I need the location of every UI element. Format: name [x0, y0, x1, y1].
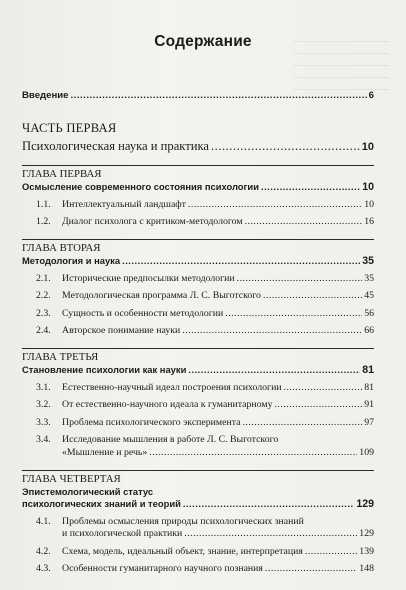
- section-title: Авторское понимание науки: [62, 325, 181, 337]
- toc-entry-part-1[interactable]: [22, 139, 374, 154]
- chapter-page: 35: [362, 255, 374, 268]
- section-title: Естественно-научный идеал построения психологии: [62, 381, 282, 393]
- toc-entry-section-1-1[interactable]: [22, 199, 374, 211]
- toc-entry-chapter-4[interactable]: [22, 486, 374, 511]
- section-page: 109: [359, 446, 374, 458]
- toc-entry-chapter-3[interactable]: [22, 364, 374, 377]
- section-page: 10: [364, 198, 374, 210]
- section-page: 91: [364, 399, 374, 411]
- section-title: Методологическая программа Л. С. Выготского: [62, 290, 261, 302]
- section-title: Диалог психолога с критиком-методологом: [62, 215, 243, 227]
- chapter-title: Осмысление современного состояния психологии: [22, 181, 259, 192]
- toc-entry-chapter-1[interactable]: [22, 181, 374, 194]
- chapter-1: [22, 165, 374, 228]
- section-title: Интеллектуальный ландшафт: [62, 198, 186, 210]
- section-page: 56: [364, 307, 374, 319]
- dot-leader: [242, 417, 362, 429]
- chapter-title-line-2: психологических знаний и теорий: [22, 498, 181, 510]
- section-page: 139: [359, 545, 374, 557]
- toc-entry-section-2-1[interactable]: [22, 273, 374, 285]
- chapter-caption: ГЛАВА ВТОРАЯ: [22, 239, 374, 254]
- section-number: 2.2.: [36, 290, 51, 302]
- toc-entry-section-1-2[interactable]: [22, 216, 374, 228]
- dot-leader: [261, 181, 360, 194]
- section-title: Схема, модель, идеальный объект, знание, интерпретация: [62, 545, 303, 557]
- section-page: 45: [364, 290, 374, 302]
- chapter-caption: ГЛАВА ЧЕТВЕРТАЯ: [22, 470, 374, 485]
- section-page: 148: [359, 563, 374, 575]
- section-title-line-1: Исследование мышления в работе Л. С. Выготского: [62, 434, 279, 446]
- dot-leader: [71, 90, 367, 101]
- toc-entry-section-3-1[interactable]: [22, 382, 374, 394]
- section-title: От естественно-научного идеала к гуманитарному: [62, 399, 273, 411]
- section-page: 129: [359, 528, 374, 540]
- part-caption: ЧАСТЬ ПЕРВАЯ: [22, 121, 117, 135]
- toc-entry-section-4-3[interactable]: [22, 563, 374, 575]
- section-number: 3.3.: [36, 416, 51, 428]
- section-page: 66: [364, 325, 374, 337]
- toc-entry-section-4-1[interactable]: [22, 516, 374, 541]
- section-number: 2.3.: [36, 307, 51, 319]
- section-page: 35: [364, 272, 374, 284]
- dot-leader: [245, 216, 363, 228]
- dot-leader: [188, 199, 362, 211]
- dot-leader: [263, 290, 362, 302]
- section-number: 3.2.: [36, 399, 51, 411]
- toc-entry-chapter-2[interactable]: [22, 255, 374, 268]
- toc-entry-intro[interactable]: [22, 90, 374, 101]
- section-page: 97: [364, 416, 374, 428]
- toc-entry-section-3-4[interactable]: [22, 434, 374, 459]
- section-number: 2.1.: [36, 272, 51, 284]
- dot-leader: [149, 447, 357, 459]
- intro-label: Введение: [22, 90, 69, 101]
- section-number: 4.2.: [36, 545, 51, 557]
- dot-leader: [225, 308, 362, 320]
- section-number: 4.1.: [36, 515, 51, 527]
- dot-leader: [211, 139, 360, 154]
- section-number: 2.4.: [36, 325, 51, 337]
- section-title: Исторические предпосылки методологии: [62, 272, 235, 284]
- section-number: 1.1.: [36, 198, 51, 210]
- section-title-line-1: Проблемы осмысления природы психологических знаний: [62, 515, 304, 527]
- toc-entry-section-2-2[interactable]: [22, 290, 374, 302]
- section-number: 1.2.: [36, 215, 51, 227]
- toc-body: [22, 90, 374, 576]
- intro-page: 6: [368, 90, 374, 101]
- toc-entry-section-2-3[interactable]: [22, 308, 374, 320]
- part-title: Психологическая наука и практика: [22, 139, 210, 153]
- section-page: 81: [364, 381, 374, 393]
- section-page: 16: [364, 215, 374, 227]
- toc-entry-section-3-2[interactable]: [22, 399, 374, 411]
- chapter-3: [22, 348, 374, 459]
- dot-leader: [183, 498, 354, 511]
- dot-leader: [188, 364, 360, 377]
- chapter-page: 10: [362, 181, 374, 193]
- toc-entry-section-4-2[interactable]: [22, 546, 374, 558]
- dot-leader: [274, 399, 362, 411]
- section-number: 3.4.: [36, 434, 51, 446]
- chapter-title: Становление психологии как науки: [22, 364, 187, 376]
- chapter-caption: ГЛАВА ПЕРВАЯ: [22, 165, 374, 180]
- chapter-title-line-1: Эпистемологический статус: [22, 485, 154, 497]
- dot-leader: [237, 273, 363, 285]
- reverse-page-bleedthrough: — — — — — — — — — — — — — — — — — — — — — — — — — — — — — — — — — — — — — — — — — — — — — — — — — — — — — — — — — — — —: [294, 38, 389, 93]
- section-number: 3.1.: [36, 381, 51, 393]
- dot-leader: [122, 255, 360, 268]
- dot-leader: [284, 382, 363, 394]
- section-number: 4.3.: [36, 563, 51, 575]
- chapter-2: [22, 239, 374, 337]
- dot-leader: [182, 325, 362, 337]
- toc-entry-section-3-3[interactable]: [22, 417, 374, 429]
- chapter-title: Методология и наука: [22, 255, 121, 267]
- section-title: Сущность и особенности методологии: [62, 307, 224, 319]
- section-title: Особенности гуманитарного научного познания: [62, 563, 263, 575]
- section-title-line-2: «Мышление и речь»: [62, 446, 148, 458]
- toc-entry-section-2-4[interactable]: [22, 325, 374, 337]
- chapter-4: [22, 470, 374, 576]
- chapter-page: 81: [362, 364, 374, 377]
- section-title: Проблема психологического эксперимента: [62, 416, 241, 428]
- section-title-line-2: и психологической практики: [62, 528, 183, 540]
- chapter-page: 129: [356, 498, 374, 511]
- dot-leader: [184, 528, 357, 540]
- dot-leader: [305, 546, 357, 558]
- part-page: 10: [361, 141, 374, 153]
- toc-heading: Содержание: [154, 33, 252, 50]
- chapter-caption: ГЛАВА ТРЕТЬЯ: [22, 348, 374, 363]
- dot-leader: [265, 563, 357, 575]
